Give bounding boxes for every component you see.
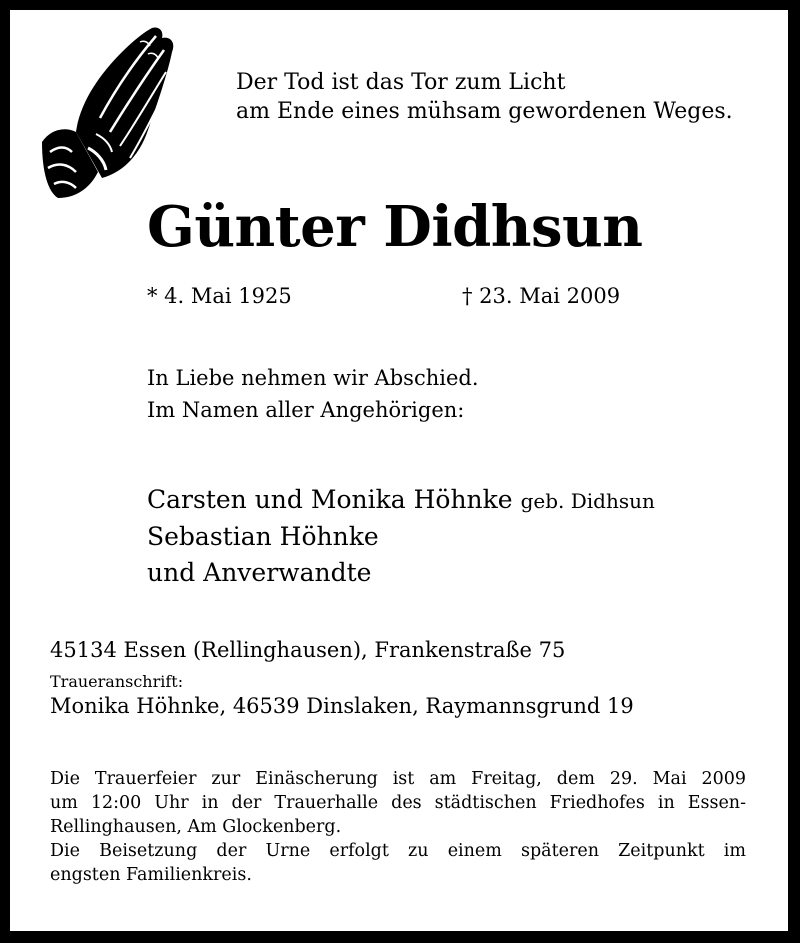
praying-hands-icon (40, 22, 180, 200)
funeral-line-1: Die Trauerfeier zur Einäscherung ist am Freitag, dem 29. Mai 2009 (50, 769, 746, 789)
family-name-1: Carsten und Monika Höhnke (147, 485, 513, 514)
funeral-line-4: Die Beisetzung der Urne erfolgt zu einem späteren Zeitpunkt im (50, 841, 746, 861)
family-line-2: Sebastian Höhnke (147, 522, 379, 551)
family-names (147, 482, 655, 591)
funeral-line-2: um 12:00 Uhr in der Trauerhalle des städtischen Friedhofes in Essen- (50, 793, 746, 813)
funeral-line-5: engsten Familienkreis. (50, 865, 252, 885)
mourning-address-label: Traueranschrift: (50, 672, 184, 691)
home-address: 45134 Essen (Rellinghausen), Frankenstraße 75 (50, 638, 566, 662)
mourning-address: Monika Höhnke, 46539 Dinslaken, Raymannsgrund 19 (50, 694, 634, 718)
birth-date: * 4. Mai 1925 (147, 284, 292, 308)
deceased-name: Günter Didhsun (147, 194, 643, 260)
funeral-details (50, 767, 746, 887)
farewell-text (147, 362, 479, 426)
farewell-line-2: Im Namen aller Angehörigen: (147, 398, 465, 422)
memorial-quote (236, 68, 733, 126)
farewell-line-1: In Liebe nehmen wir Abschied. (147, 366, 479, 390)
funeral-line-3: Rellinghausen, Am Glockenberg. (50, 817, 342, 837)
family-line-1 (147, 482, 655, 519)
maiden-name-note: geb. Didhsun (520, 489, 655, 513)
death-date: † 23. Mai 2009 (462, 284, 621, 308)
quote-line-2: am Ende eines mühsam gewordenen Weges. (236, 99, 733, 124)
family-line-3: und Anverwandte (147, 558, 372, 587)
quote-line-1: Der Tod ist das Tor zum Licht (236, 70, 566, 95)
obituary-notice (10, 10, 788, 931)
